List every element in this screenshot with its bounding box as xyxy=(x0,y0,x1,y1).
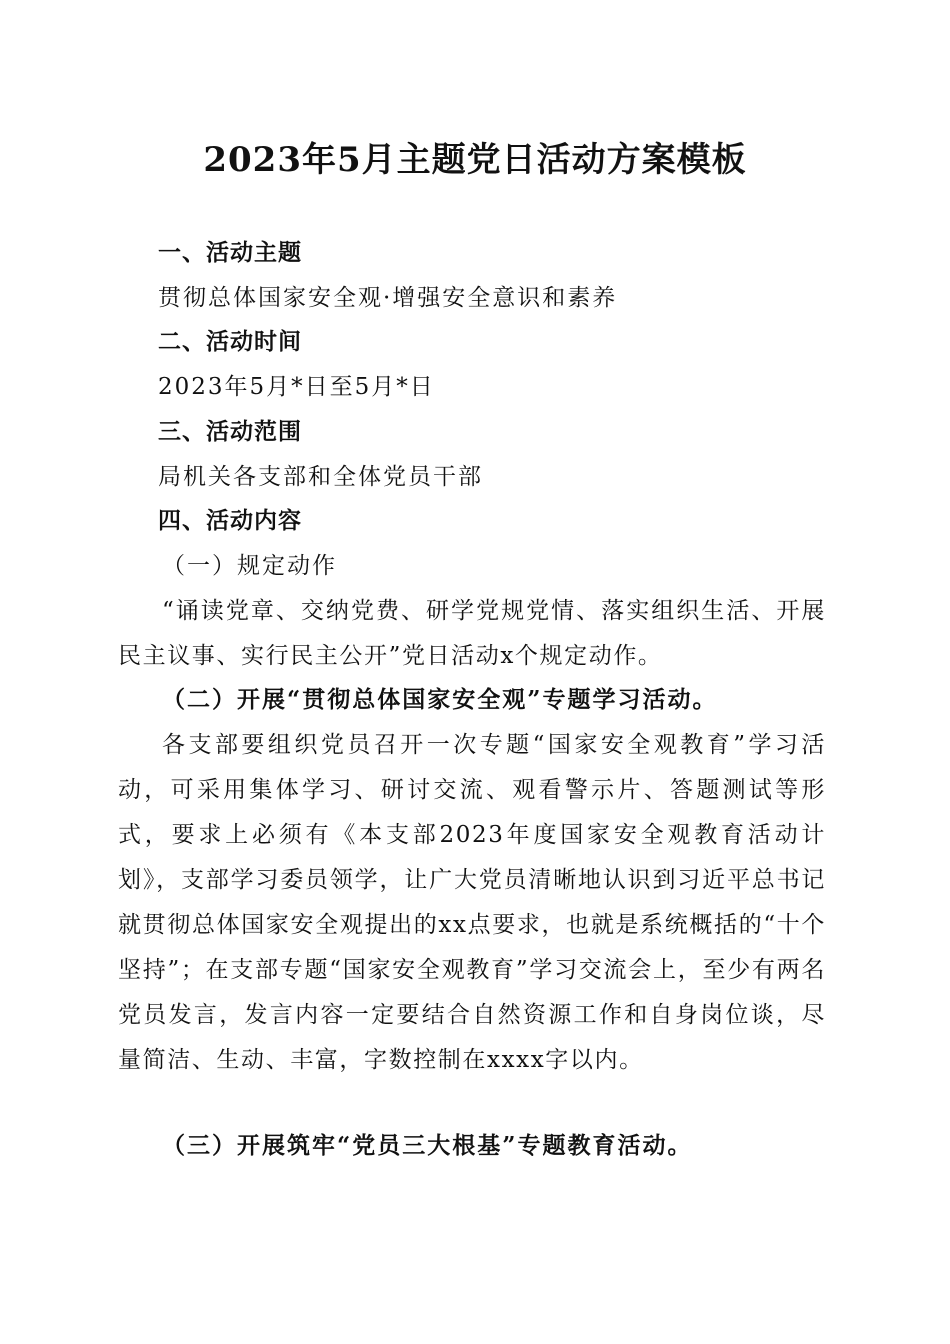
section-body-theme: 贯彻总体国家安全观·增强安全意识和素养 xyxy=(158,285,618,311)
section-body-scope: 局机关各支部和全体党员干部 xyxy=(158,464,483,490)
section-body-time: 2023年5月*日至5月*日 xyxy=(158,374,435,400)
section-heading-time: 二、活动时间 xyxy=(158,329,302,355)
subsection-heading-security-study: （二）开展“贯彻总体国家安全观”专题学习活动。 xyxy=(162,686,718,713)
section-heading-theme: 一、活动主题 xyxy=(158,240,302,266)
section-heading-scope: 三、活动范围 xyxy=(158,419,302,445)
subsection-body-security-study: 各支部要组织党员召开一次专题“国家安全观教育”学习活动，可采用集体学习、研讨交流、观看警示片、答题测试等形式，要求上必须有《本支部2023年度国家安全观教育活动计划》，支部学习委员领学，让广大党员清晰地认识到习近平总书记就贯彻总体国家安全观提出的xx点要求，也就是系统概括的“十个坚持”；在支部专题“国家安全观教育”学习交流会上，至少有两名党员发言，发言内容一定要结合自然资源工作和自身岗位谈，尽量简洁、生动、丰富，字数控制在xxxx字以内。 xyxy=(118,732,826,1073)
subsection-heading-required-actions: （一）规定动作 xyxy=(162,553,337,579)
subsection-body-required-actions: “诵读党章、交纳党费、研学党规党情、落实组织生活、开展民主议事、实行民主公开”党日活动x个规定动作。 xyxy=(118,598,826,669)
document-title: 2023年5月主题党日活动方案模板 xyxy=(203,140,747,180)
section-heading-content: 四、活动内容 xyxy=(158,508,302,534)
subsection-heading-three-foundations: （三）开展筑牢“党员三大根基”专题教育活动。 xyxy=(162,1132,693,1159)
